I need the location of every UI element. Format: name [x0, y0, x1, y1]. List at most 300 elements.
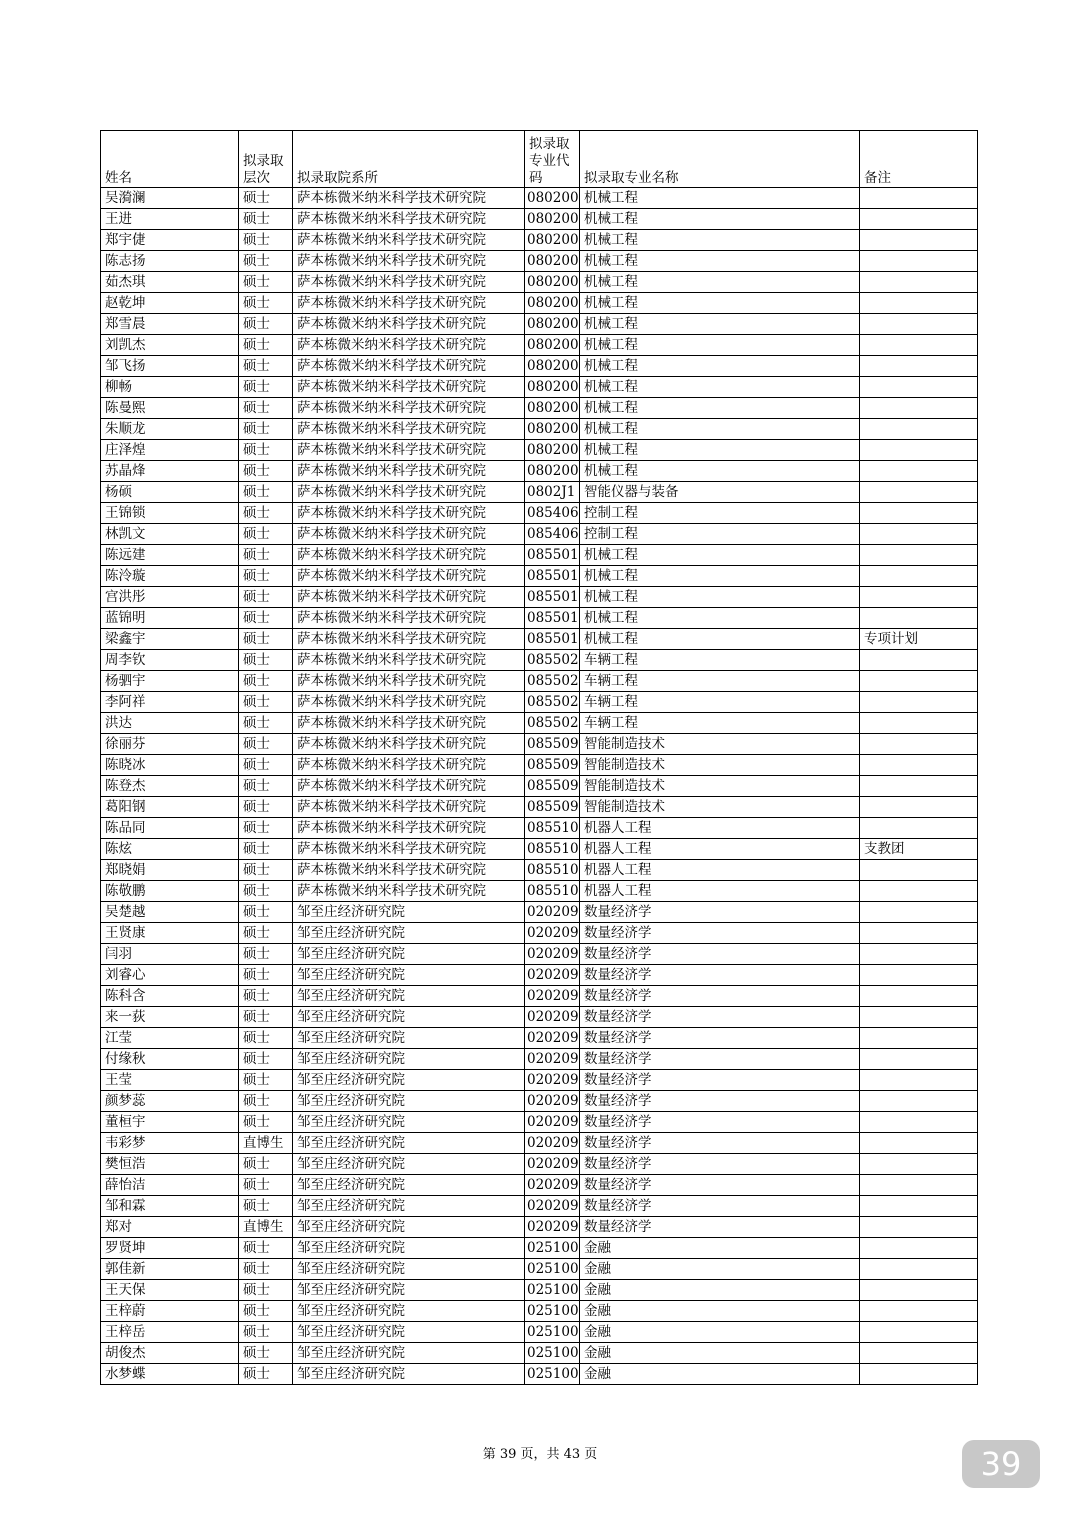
note-cell — [860, 1343, 978, 1364]
level-cell: 硕士 — [239, 944, 293, 965]
code-cell: 080200 — [525, 440, 580, 461]
level-cell: 硕士 — [239, 1301, 293, 1322]
level-cell: 硕士 — [239, 671, 293, 692]
name-cell: 王贤康 — [101, 923, 239, 944]
name-cell: 郑晓娟 — [101, 860, 239, 881]
table-row — [101, 1343, 978, 1364]
dept-cell: 邹至庄经济研究院 — [293, 1112, 525, 1133]
code-cell: 085509 — [525, 755, 580, 776]
level-cell: 硕士 — [239, 188, 293, 209]
code-cell: 080200 — [525, 251, 580, 272]
name-cell: 陈登杰 — [101, 776, 239, 797]
table-row — [101, 545, 978, 566]
major-cell: 机械工程 — [580, 188, 860, 209]
table-row — [101, 272, 978, 293]
table-row — [101, 335, 978, 356]
note-cell — [860, 209, 978, 230]
code-cell: 085510 — [525, 860, 580, 881]
level-cell: 硕士 — [239, 1364, 293, 1385]
table-body — [101, 188, 978, 1385]
level-cell: 硕士 — [239, 839, 293, 860]
dept-cell: 萨本栋微米纳米科学技术研究院 — [293, 629, 525, 650]
dept-cell: 萨本栋微米纳米科学技术研究院 — [293, 860, 525, 881]
name-cell: 胡俊杰 — [101, 1343, 239, 1364]
note-cell — [860, 755, 978, 776]
table-row — [101, 566, 978, 587]
level-cell: 硕士 — [239, 335, 293, 356]
code-cell: 020209 — [525, 923, 580, 944]
code-cell: 085501 — [525, 545, 580, 566]
level-cell: 硕士 — [239, 377, 293, 398]
note-cell — [860, 1280, 978, 1301]
major-cell: 车辆工程 — [580, 671, 860, 692]
header-code: 拟录取专业代码 — [525, 131, 580, 188]
dept-cell: 邹至庄经济研究院 — [293, 965, 525, 986]
note-cell — [860, 671, 978, 692]
table-row — [101, 377, 978, 398]
table-row — [101, 1217, 978, 1238]
table-row — [101, 1259, 978, 1280]
note-cell — [860, 797, 978, 818]
major-cell: 金融 — [580, 1301, 860, 1322]
name-cell: 苏晶烽 — [101, 461, 239, 482]
header-row — [101, 131, 978, 188]
note-cell — [860, 776, 978, 797]
level-cell: 硕士 — [239, 1112, 293, 1133]
major-cell: 金融 — [580, 1238, 860, 1259]
level-cell: 硕士 — [239, 776, 293, 797]
table-row — [101, 629, 978, 650]
dept-cell: 萨本栋微米纳米科学技术研究院 — [293, 734, 525, 755]
dept-cell: 萨本栋微米纳米科学技术研究院 — [293, 188, 525, 209]
name-cell: 郑雪晨 — [101, 314, 239, 335]
major-cell: 数量经济学 — [580, 1091, 860, 1112]
level-cell: 硕士 — [239, 650, 293, 671]
note-cell — [860, 503, 978, 524]
dept-cell: 邹至庄经济研究院 — [293, 1133, 525, 1154]
name-cell: 陈远建 — [101, 545, 239, 566]
table-row — [101, 860, 978, 881]
table-row — [101, 1196, 978, 1217]
dept-cell: 邹至庄经济研究院 — [293, 1196, 525, 1217]
name-cell: 颜梦蕊 — [101, 1091, 239, 1112]
code-cell: 025100 — [525, 1322, 580, 1343]
note-cell — [860, 902, 978, 923]
table-row — [101, 692, 978, 713]
level-cell: 直博生 — [239, 1133, 293, 1154]
table-row — [101, 1238, 978, 1259]
note-cell — [860, 1070, 978, 1091]
major-cell: 机械工程 — [580, 377, 860, 398]
name-cell: 闫羽 — [101, 944, 239, 965]
table-row — [101, 461, 978, 482]
name-cell: 王锦锁 — [101, 503, 239, 524]
name-cell: 赵乾坤 — [101, 293, 239, 314]
note-cell — [860, 1133, 978, 1154]
page-footer: 第 39 页，共 43 页 — [482, 1447, 598, 1462]
name-cell: 柳畅 — [101, 377, 239, 398]
level-cell: 硕士 — [239, 566, 293, 587]
note-cell — [860, 734, 978, 755]
table-row — [101, 1133, 978, 1154]
code-cell: 080200 — [525, 314, 580, 335]
dept-cell: 萨本栋微米纳米科学技术研究院 — [293, 230, 525, 251]
code-cell: 020209 — [525, 965, 580, 986]
level-cell: 硕士 — [239, 398, 293, 419]
major-cell: 机器人工程 — [580, 881, 860, 902]
code-cell: 085406 — [525, 503, 580, 524]
dept-cell: 萨本栋微米纳米科学技术研究院 — [293, 839, 525, 860]
major-cell: 控制工程 — [580, 503, 860, 524]
code-cell: 020209 — [525, 1175, 580, 1196]
note-cell — [860, 335, 978, 356]
name-cell: 刘凯杰 — [101, 335, 239, 356]
dept-cell: 邹至庄经济研究院 — [293, 1217, 525, 1238]
dept-cell: 萨本栋微米纳米科学技术研究院 — [293, 881, 525, 902]
table-row — [101, 881, 978, 902]
code-cell: 025100 — [525, 1301, 580, 1322]
major-cell: 金融 — [580, 1364, 860, 1385]
name-cell: 郭佳新 — [101, 1259, 239, 1280]
code-cell: 080200 — [525, 377, 580, 398]
note-cell — [860, 881, 978, 902]
table-row — [101, 293, 978, 314]
name-cell: 刘睿心 — [101, 965, 239, 986]
name-cell: 陈品同 — [101, 818, 239, 839]
name-cell: 吴漪澜 — [101, 188, 239, 209]
name-cell: 王天保 — [101, 1280, 239, 1301]
major-cell: 机械工程 — [580, 272, 860, 293]
table-header — [101, 131, 978, 188]
table-row — [101, 650, 978, 671]
table-row — [101, 251, 978, 272]
level-cell: 硕士 — [239, 272, 293, 293]
note-cell — [860, 188, 978, 209]
level-cell: 硕士 — [239, 251, 293, 272]
dept-cell: 萨本栋微米纳米科学技术研究院 — [293, 545, 525, 566]
table-row — [101, 1154, 978, 1175]
major-cell: 机械工程 — [580, 419, 860, 440]
note-cell — [860, 461, 978, 482]
level-cell: 硕士 — [239, 608, 293, 629]
name-cell: 邹飞扬 — [101, 356, 239, 377]
dept-cell: 萨本栋微米纳米科学技术研究院 — [293, 314, 525, 335]
dept-cell: 邹至庄经济研究院 — [293, 1007, 525, 1028]
major-cell: 数量经济学 — [580, 1175, 860, 1196]
name-cell: 林凯文 — [101, 524, 239, 545]
note-cell — [860, 986, 978, 1007]
name-cell: 洪达 — [101, 713, 239, 734]
level-cell: 硕士 — [239, 1343, 293, 1364]
dept-cell: 邹至庄经济研究院 — [293, 986, 525, 1007]
name-cell: 李阿祥 — [101, 692, 239, 713]
name-cell: 王梓蔚 — [101, 1301, 239, 1322]
table-row — [101, 1280, 978, 1301]
name-cell: 水梦蝶 — [101, 1364, 239, 1385]
table-row — [101, 314, 978, 335]
name-cell: 陈志扬 — [101, 251, 239, 272]
note-cell — [860, 1217, 978, 1238]
dept-cell: 萨本栋微米纳米科学技术研究院 — [293, 482, 525, 503]
name-cell: 蓝锦明 — [101, 608, 239, 629]
note-cell — [860, 1028, 978, 1049]
name-cell: 陈敬鹏 — [101, 881, 239, 902]
major-cell: 数量经济学 — [580, 986, 860, 1007]
dept-cell: 萨本栋微米纳米科学技术研究院 — [293, 776, 525, 797]
major-cell: 智能制造技术 — [580, 734, 860, 755]
code-cell: 020209 — [525, 1154, 580, 1175]
dept-cell: 邹至庄经济研究院 — [293, 1364, 525, 1385]
code-cell: 020209 — [525, 1049, 580, 1070]
dept-cell: 萨本栋微米纳米科学技术研究院 — [293, 587, 525, 608]
name-cell: 付缘秋 — [101, 1049, 239, 1070]
code-cell: 085501 — [525, 587, 580, 608]
major-cell: 机械工程 — [580, 440, 860, 461]
table-row — [101, 755, 978, 776]
name-cell: 韦彩梦 — [101, 1133, 239, 1154]
note-cell — [860, 1322, 978, 1343]
header-level: 拟录取层次 — [239, 131, 293, 188]
level-cell: 硕士 — [239, 1070, 293, 1091]
level-cell: 硕士 — [239, 1280, 293, 1301]
level-cell: 硕士 — [239, 419, 293, 440]
table-row — [101, 734, 978, 755]
code-cell: 020209 — [525, 1028, 580, 1049]
header-dept: 拟录取院系所 — [293, 131, 525, 188]
dept-cell: 萨本栋微米纳米科学技术研究院 — [293, 293, 525, 314]
code-cell: 085501 — [525, 629, 580, 650]
name-cell: 罗贤坤 — [101, 1238, 239, 1259]
code-cell: 085510 — [525, 839, 580, 860]
major-cell: 金融 — [580, 1322, 860, 1343]
level-cell: 硕士 — [239, 755, 293, 776]
major-cell: 智能制造技术 — [580, 755, 860, 776]
dept-cell: 萨本栋微米纳米科学技术研究院 — [293, 419, 525, 440]
level-cell: 硕士 — [239, 818, 293, 839]
dept-cell: 萨本栋微米纳米科学技术研究院 — [293, 440, 525, 461]
dept-cell: 萨本栋微米纳米科学技术研究院 — [293, 251, 525, 272]
major-cell: 机械工程 — [580, 461, 860, 482]
level-cell: 硕士 — [239, 1259, 293, 1280]
table-row — [101, 1301, 978, 1322]
name-cell: 江莹 — [101, 1028, 239, 1049]
level-cell: 硕士 — [239, 440, 293, 461]
note-cell — [860, 230, 978, 251]
name-cell: 邹和霖 — [101, 1196, 239, 1217]
table-row — [101, 440, 978, 461]
level-cell: 硕士 — [239, 293, 293, 314]
note-cell — [860, 356, 978, 377]
level-cell: 硕士 — [239, 1007, 293, 1028]
name-cell: 薛怡洁 — [101, 1175, 239, 1196]
major-cell: 车辆工程 — [580, 650, 860, 671]
name-cell: 梁鑫宇 — [101, 629, 239, 650]
note-cell — [860, 1007, 978, 1028]
table-row — [101, 482, 978, 503]
major-cell: 数量经济学 — [580, 944, 860, 965]
dept-cell: 邹至庄经济研究院 — [293, 1028, 525, 1049]
note-cell — [860, 314, 978, 335]
note-cell — [860, 1112, 978, 1133]
dept-cell: 萨本栋微米纳米科学技术研究院 — [293, 503, 525, 524]
dept-cell: 邹至庄经济研究院 — [293, 1322, 525, 1343]
admission-table — [100, 130, 978, 1385]
major-cell: 数量经济学 — [580, 1028, 860, 1049]
dept-cell: 邹至庄经济研究院 — [293, 1238, 525, 1259]
level-cell: 硕士 — [239, 692, 293, 713]
table-row — [101, 1028, 978, 1049]
table-row — [101, 1112, 978, 1133]
header-name: 姓名 — [101, 131, 239, 188]
code-cell: 080200 — [525, 272, 580, 293]
major-cell: 机械工程 — [580, 629, 860, 650]
name-cell: 来一荻 — [101, 1007, 239, 1028]
dept-cell: 邹至庄经济研究院 — [293, 1070, 525, 1091]
name-cell: 王梓岳 — [101, 1322, 239, 1343]
code-cell: 085502 — [525, 650, 580, 671]
table-row — [101, 776, 978, 797]
table-row — [101, 356, 978, 377]
dept-cell: 萨本栋微米纳米科学技术研究院 — [293, 398, 525, 419]
code-cell: 085509 — [525, 734, 580, 755]
level-cell: 硕士 — [239, 1091, 293, 1112]
note-cell — [860, 860, 978, 881]
name-cell: 葛阳钢 — [101, 797, 239, 818]
table-row — [101, 818, 978, 839]
code-cell: 025100 — [525, 1343, 580, 1364]
code-cell: 080200 — [525, 335, 580, 356]
note-cell — [860, 944, 978, 965]
name-cell: 陈曼熙 — [101, 398, 239, 419]
note-cell — [860, 1301, 978, 1322]
code-cell: 020209 — [525, 1070, 580, 1091]
dept-cell: 邹至庄经济研究院 — [293, 1343, 525, 1364]
dept-cell: 萨本栋微米纳米科学技术研究院 — [293, 692, 525, 713]
name-cell: 杨驷宇 — [101, 671, 239, 692]
level-cell: 硕士 — [239, 587, 293, 608]
major-cell: 数量经济学 — [580, 1154, 860, 1175]
level-cell: 硕士 — [239, 356, 293, 377]
note-cell: 支教团 — [860, 839, 978, 860]
major-cell: 数量经济学 — [580, 965, 860, 986]
dept-cell: 邹至庄经济研究院 — [293, 1154, 525, 1175]
dept-cell: 萨本栋微米纳米科学技术研究院 — [293, 335, 525, 356]
code-cell: 020209 — [525, 902, 580, 923]
name-cell: 董桓宇 — [101, 1112, 239, 1133]
dept-cell: 萨本栋微米纳米科学技术研究院 — [293, 524, 525, 545]
major-cell: 金融 — [580, 1343, 860, 1364]
major-cell: 机械工程 — [580, 398, 860, 419]
dept-cell: 邹至庄经济研究院 — [293, 1280, 525, 1301]
dept-cell: 邹至庄经济研究院 — [293, 1175, 525, 1196]
level-cell: 硕士 — [239, 1049, 293, 1070]
table-row — [101, 1091, 978, 1112]
major-cell: 车辆工程 — [580, 713, 860, 734]
code-cell: 085510 — [525, 818, 580, 839]
dept-cell: 邹至庄经济研究院 — [293, 902, 525, 923]
note-cell — [860, 587, 978, 608]
note-cell — [860, 272, 978, 293]
major-cell: 机械工程 — [580, 209, 860, 230]
dept-cell: 邹至庄经济研究院 — [293, 1301, 525, 1322]
code-cell: 025100 — [525, 1259, 580, 1280]
dept-cell: 邹至庄经济研究院 — [293, 1259, 525, 1280]
level-cell: 硕士 — [239, 629, 293, 650]
level-cell: 硕士 — [239, 1322, 293, 1343]
table-row — [101, 230, 978, 251]
level-cell: 硕士 — [239, 209, 293, 230]
code-cell: 085510 — [525, 881, 580, 902]
level-cell: 硕士 — [239, 524, 293, 545]
major-cell: 机器人工程 — [580, 818, 860, 839]
note-cell — [860, 1259, 978, 1280]
level-cell: 硕士 — [239, 545, 293, 566]
major-cell: 机械工程 — [580, 293, 860, 314]
code-cell: 080200 — [525, 188, 580, 209]
table-row — [101, 965, 978, 986]
level-cell: 硕士 — [239, 881, 293, 902]
major-cell: 智能制造技术 — [580, 797, 860, 818]
name-cell: 茹杰琪 — [101, 272, 239, 293]
note-cell — [860, 377, 978, 398]
table-row — [101, 1175, 978, 1196]
note-cell — [860, 965, 978, 986]
level-cell: 硕士 — [239, 482, 293, 503]
note-cell — [860, 923, 978, 944]
name-cell: 郑对 — [101, 1217, 239, 1238]
major-cell: 机械工程 — [580, 335, 860, 356]
table-row — [101, 902, 978, 923]
code-cell: 025100 — [525, 1364, 580, 1385]
name-cell: 王莹 — [101, 1070, 239, 1091]
table-row — [101, 1049, 978, 1070]
major-cell: 数量经济学 — [580, 1007, 860, 1028]
code-cell: 080200 — [525, 419, 580, 440]
major-cell: 机械工程 — [580, 251, 860, 272]
code-cell: 0802J1 — [525, 482, 580, 503]
table-row — [101, 209, 978, 230]
code-cell: 020209 — [525, 1007, 580, 1028]
code-cell: 020209 — [525, 986, 580, 1007]
note-cell — [860, 566, 978, 587]
note-cell — [860, 545, 978, 566]
name-cell: 徐丽芬 — [101, 734, 239, 755]
level-cell: 硕士 — [239, 461, 293, 482]
code-cell: 020209 — [525, 1091, 580, 1112]
code-cell: 025100 — [525, 1280, 580, 1301]
name-cell: 郑宇倢 — [101, 230, 239, 251]
code-cell: 085501 — [525, 608, 580, 629]
code-cell: 085501 — [525, 566, 580, 587]
level-cell: 硕士 — [239, 797, 293, 818]
code-cell: 085502 — [525, 692, 580, 713]
code-cell: 020209 — [525, 944, 580, 965]
note-cell — [860, 1175, 978, 1196]
major-cell: 机械工程 — [580, 566, 860, 587]
dept-cell: 萨本栋微米纳米科学技术研究院 — [293, 818, 525, 839]
code-cell: 085509 — [525, 797, 580, 818]
dept-cell: 邹至庄经济研究院 — [293, 1091, 525, 1112]
header-major: 拟录取专业名称 — [580, 131, 860, 188]
table-row — [101, 1007, 978, 1028]
note-cell — [860, 251, 978, 272]
note-cell — [860, 1364, 978, 1385]
level-cell: 硕士 — [239, 1196, 293, 1217]
major-cell: 机械工程 — [580, 230, 860, 251]
level-cell: 硕士 — [239, 1154, 293, 1175]
table-row — [101, 188, 978, 209]
major-cell: 数量经济学 — [580, 1217, 860, 1238]
